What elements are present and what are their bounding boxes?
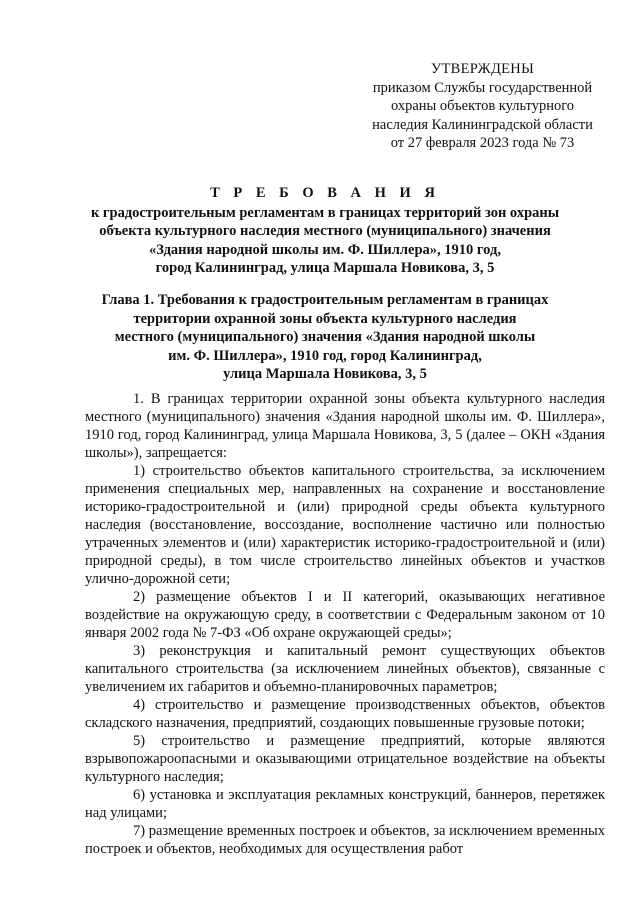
approval-line: от 27 февраля 2023 года № 73 (390, 135, 575, 151)
chapter-line: местного (муниципального) значения «Здания народной школы (114, 329, 536, 345)
paragraph: 7) размещение временных построек и объектов, за исключением временных построек и объектов, необходимых для осуществления работ (85, 823, 605, 857)
paragraph: 1. В границах территории охранной зоны объекта культурного наследия местного (муниципального) значения «Здания народной школы им. Ф. Шиллера», 1910 год, город Калининград, улица Маршала Новикова, 3, 5 (далее – ОКН «Здания школы»), запрещается: (85, 391, 605, 461)
approval-heading: УТВЕРЖДЕНЫ (430, 61, 535, 77)
paragraph: 6) установка и эксплуатация рекламных конструкций, баннеров, перетяжек над улицами; (85, 787, 605, 821)
paragraph: 5) строительство и размещение предприятий, которые являются взрывопожароопасными и оказывающими отрицательное воздействие на объекты культурного наследия; (85, 733, 605, 785)
title-line: город Калининград, улица Маршала Новикова, 3, 5 (155, 260, 495, 276)
approval-line: наследия Калининградской области (372, 116, 593, 133)
chapter-line: им. Ф. Шиллера», 1910 год, город Калининград, (168, 347, 482, 364)
title-line: к градостроительным регламентам в границах территорий зон охраны (90, 204, 560, 221)
title-word: Т Р Е Б О В А Н И Я (210, 185, 440, 201)
chapter-heading (85, 291, 565, 384)
chapter-line: улица Маршала Новикова, 3, 5 (223, 366, 427, 382)
approval-line: приказом Службы государственной (372, 79, 593, 96)
paragraph: 2) размещение объектов I и II категорий, оказывающих негативное воздействие на окружающую среду, в соответствии с Федеральным законом от 10 января 2002 года № 7-ФЗ «Об охране окружающей среды»; (85, 589, 605, 641)
paragraph: 3) реконструкция и капитальный ремонт существующих объектов капитального строительства (за исключением линейных объектов), связанные с увеличением их габаритов и объемно-планировочных параметров; (85, 643, 605, 695)
document-body (85, 390, 605, 858)
chapter-line: территории охранной зоны объекта культурного наследия (133, 310, 517, 327)
chapter-line: Глава 1. Требования к градостроительным регламентам в границах (101, 292, 549, 308)
approval-stamp (355, 60, 610, 153)
approval-line: охраны объектов культурного (390, 98, 575, 114)
paragraph: 1) строительство объектов капитального строительства, за исключением применения специальных мер, направленных на сохранение и восстановление историко-градостроительной и (или) природной среды объекта культурного наследия (восстановление, воссоздание, восполнение частично или полностью утраченных элементов и (или) характеристик историко-градостроительной и (или) природной среды), в том числе строительство линейных объектов и участков улично-дорожной сети; (85, 463, 605, 587)
title-line: «Здания народной школы им. Ф. Шиллера», 1910 год, (149, 241, 501, 258)
paragraph: 4) строительство и размещение производственных объектов, объектов складского назначения, предприятий, создающих повышенные грузовые потоки; (85, 697, 605, 731)
document-title (90, 184, 560, 278)
title-line: объекта культурного наследия местного (муниципального) значения (99, 223, 551, 239)
